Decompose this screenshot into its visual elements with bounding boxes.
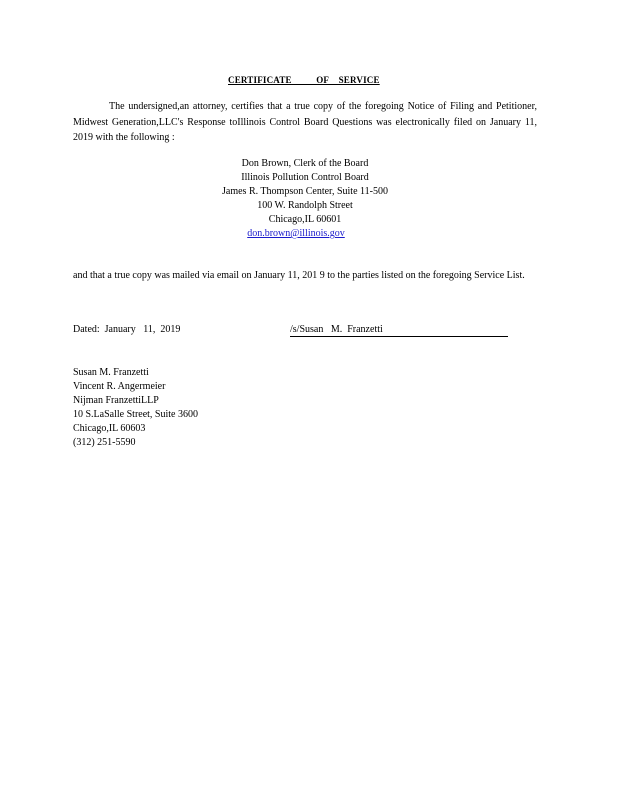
signatory-second-attorney: Vincent R. Angermeier bbox=[73, 381, 166, 392]
recipient-name: Don Brown, Clerk of the Board bbox=[241, 158, 369, 169]
intro-paragraph: The undersigned,an attorney, certifies that a true copy of the foregoing Notice of Filing and Petitioner, Midwest Generation,LLC's Response toIllinois Control Board Questions was electronically filed on January 11, 2019 with the following : bbox=[73, 101, 537, 143]
signatory-phone: (312) 251-5590 bbox=[73, 437, 136, 448]
recipient-city: Chicago,IL 60601 bbox=[268, 214, 342, 225]
dated-line: Dated: January 11, 2019 bbox=[73, 324, 181, 335]
recipient-building: James R. Thompson Center, Suite 11-500 bbox=[222, 186, 388, 197]
signatory-street: 10 S.LaSalle Street, Suite 3600 bbox=[73, 409, 198, 420]
signature-line: /s/Susan M. Franzetti bbox=[290, 324, 508, 337]
recipient-address-block bbox=[180, 157, 430, 241]
recipient-organization: Illinois Pollution Control Board bbox=[241, 172, 369, 183]
recipient-email-link[interactable]: don.brown@illinois.gov bbox=[247, 228, 345, 239]
signatory-address-block bbox=[73, 366, 198, 450]
signatory-city: Chicago,IL 60603 bbox=[73, 423, 146, 434]
signatory-name: Susan M. Franzetti bbox=[73, 367, 149, 378]
recipient-street: 100 W. Randolph Street bbox=[257, 200, 353, 211]
mail-paragraph: and that a true copy was mailed via email on January 11, 201 9 to the parties listed on the foregoing Service List. bbox=[73, 270, 525, 281]
signatory-firm: Nijman FranzettiLLP bbox=[73, 395, 159, 406]
certificate-title: CERTIFICATE OF SERVICE bbox=[228, 75, 380, 85]
